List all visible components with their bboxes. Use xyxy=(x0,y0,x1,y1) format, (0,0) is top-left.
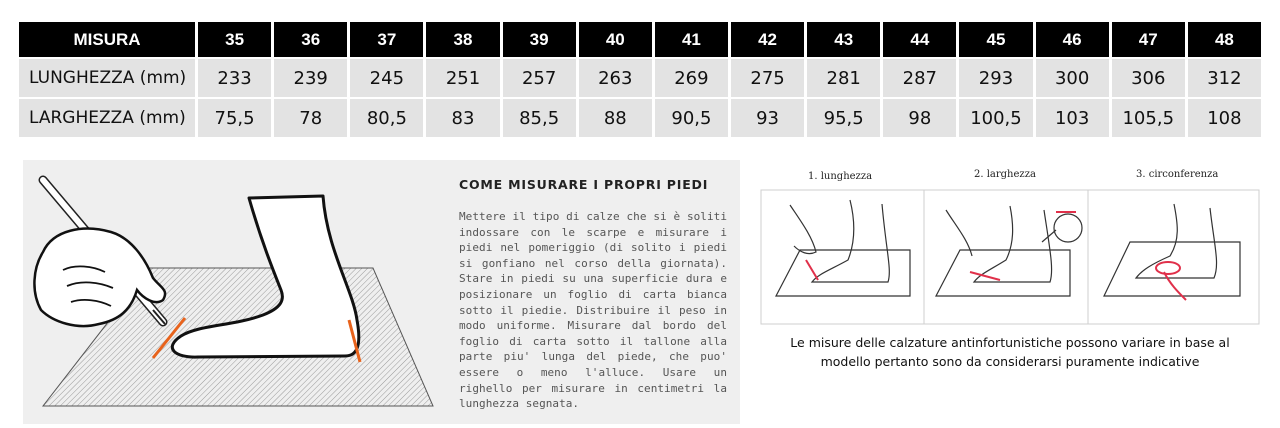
width-cell: 88 xyxy=(579,99,652,137)
width-cell: 80,5 xyxy=(350,99,423,137)
size-header-cell: 43 xyxy=(807,22,880,57)
size-header-cell: 39 xyxy=(503,22,576,57)
size-header-cell: 48 xyxy=(1188,22,1261,57)
length-cell: 306 xyxy=(1112,59,1185,97)
size-table xyxy=(16,20,1264,139)
size-header-cell: 45 xyxy=(959,22,1032,57)
size-header-row xyxy=(19,22,1261,57)
width-cell: 93 xyxy=(731,99,804,137)
length-cell: 300 xyxy=(1036,59,1109,97)
length-row xyxy=(19,59,1261,97)
length-cell: 251 xyxy=(426,59,499,97)
length-row-label: LUNGHEZZA (mm) xyxy=(19,59,195,97)
length-cell: 269 xyxy=(655,59,728,97)
size-header-cell: 38 xyxy=(426,22,499,57)
length-cell: 245 xyxy=(350,59,423,97)
length-cell: 287 xyxy=(883,59,956,97)
width-cell: 100,5 xyxy=(959,99,1032,137)
howto-panel xyxy=(23,160,740,424)
width-cell: 105,5 xyxy=(1112,99,1185,137)
step-length-label: 1. lunghezza xyxy=(808,171,873,182)
length-cell: 312 xyxy=(1188,59,1261,97)
howto-instructions: Mettere il tipo di calze che si è soliti indossare con le scarpe e misurare i piedi nel pomeriggio (di solito i piedi si gonfiano nel corso della giornata). Stare in piedi su una superficie dura e posizionare un foglio di carta bianca sotto il piedie. Distribuire il peso in modo uniforme. Misurare dal bordo del foglio di carta sotto il tallone alla parte piu' lunga del piede, che puo' essere o meno l'alluce. Usare un righello per misurare in centimetri la lunghezza segnata. xyxy=(459,210,727,411)
step-circumference-label: 3. circonferenza xyxy=(1136,169,1219,180)
width-cell: 90,5 xyxy=(655,99,728,137)
length-cell: 275 xyxy=(731,59,804,97)
width-cell: 98 xyxy=(883,99,956,137)
length-cell: 293 xyxy=(959,59,1032,97)
length-cell: 257 xyxy=(503,59,576,97)
width-row xyxy=(19,99,1261,137)
width-cell: 78 xyxy=(274,99,347,137)
size-header-cell: 37 xyxy=(350,22,423,57)
size-header-cell: 47 xyxy=(1112,22,1185,57)
length-cell: 281 xyxy=(807,59,880,97)
width-cell: 75,5 xyxy=(198,99,271,137)
length-cell: 239 xyxy=(274,59,347,97)
howto-title: COME MISURARE I PROPRI PIEDI xyxy=(459,177,709,192)
width-cell: 83 xyxy=(426,99,499,137)
foot-measuring-illustration xyxy=(23,160,453,424)
size-header-cell: 46 xyxy=(1036,22,1109,57)
disclaimer-note: Le misure delle calzature antinfortunistiche possono variare in base al modello pertanto sono da considerarsi puramente indicative xyxy=(790,335,1230,369)
length-cell: 263 xyxy=(579,59,652,97)
width-cell: 103 xyxy=(1036,99,1109,137)
step-width-label: 2. larghezza xyxy=(974,169,1036,180)
width-row-label: LARGHEZZA (mm) xyxy=(19,99,195,137)
width-cell: 95,5 xyxy=(807,99,880,137)
size-header-cell: 35 xyxy=(198,22,271,57)
size-header-cell: 41 xyxy=(655,22,728,57)
size-header-cell: 40 xyxy=(579,22,652,57)
size-header-cell: 36 xyxy=(274,22,347,57)
width-cell: 85,5 xyxy=(503,99,576,137)
size-header-label: MISURA xyxy=(19,22,195,57)
size-header-cell: 44 xyxy=(883,22,956,57)
size-header-cell: 42 xyxy=(731,22,804,57)
measurement-diagram xyxy=(760,160,1260,326)
width-cell: 108 xyxy=(1188,99,1261,137)
length-cell: 233 xyxy=(198,59,271,97)
